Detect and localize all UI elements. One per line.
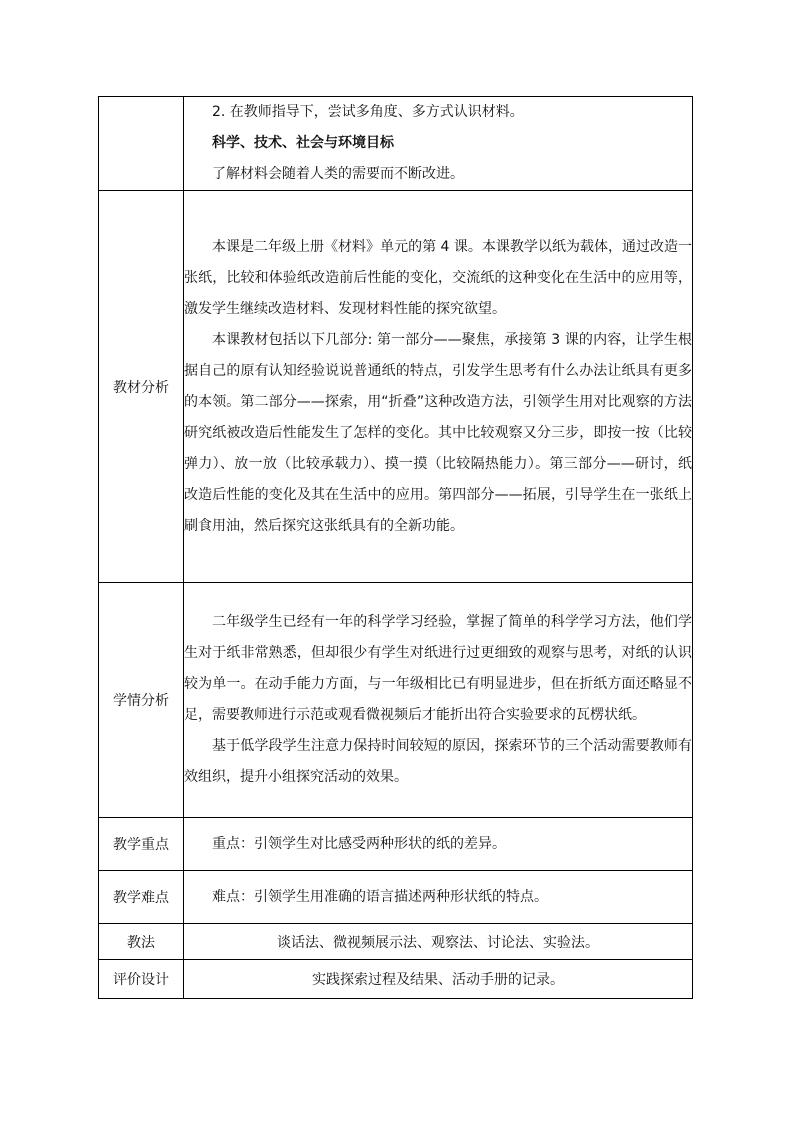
key-point-row xyxy=(99,818,693,871)
textbook-analysis-paragraph-1: 本课是二年级上册《材料》单元的第 4 课。本课教学以纸为载体，通过改造一张纸，比较和体验纸改造前后性能的变化，交流纸的这种变化在生活中的应用等，激发学生继续改造材料、发现材料性能的探究欲望。 xyxy=(184,238,692,317)
goals-label-cell xyxy=(99,97,184,191)
textbook-analysis-content xyxy=(184,191,693,583)
teaching-method-label: 教法 xyxy=(99,924,184,960)
student-analysis-row xyxy=(99,583,693,818)
difficult-point-label: 教学难点 xyxy=(99,871,184,924)
goals-heading-sts: 科学、技术、社会与环境目标 xyxy=(212,135,394,151)
teaching-method-row xyxy=(99,924,693,960)
difficult-point-row xyxy=(99,871,693,924)
textbook-analysis-paragraph-2: 本课教材包括以下几部分: 第一部分——聚焦，承接第 3 课的内容，让学生根据自己的原有认知经验说说普通纸的特点，引发学生思考有什么办法让纸具有更多的本领。第二部分——探索，用“折叠”这种改造方法，引领学生用对比观察的方法研究纸被改造后性能发生了怎样的变化。其中比较观察又分三步，即按一按（比较弹力）、放一放（比较承载力）、摸一摸（比较隔热能力）。第三部分——研讨，纸改造后性能的变化及其在生活中的应用。第四部分——拓展，引导学生在一张纸上刷食用油，然后探究这张纸具有的全新功能。 xyxy=(184,331,692,534)
evaluation-design-row xyxy=(99,960,693,999)
textbook-analysis-label: 教材分析 xyxy=(99,191,184,583)
teaching-method-text: 谈话法、微视频展示法、观察法、讨论法、实验法。 xyxy=(184,924,693,960)
lesson-plan-table xyxy=(98,96,693,999)
goals-row xyxy=(99,97,693,191)
evaluation-design-text: 实践探索过程及结果、活动手册的记录。 xyxy=(184,960,693,999)
key-point-label: 教学重点 xyxy=(99,818,184,871)
goals-line-1: 2. 在教师指导下，尝试多角度、多方式认识材料。 xyxy=(212,104,524,120)
student-analysis-label: 学情分析 xyxy=(99,583,184,818)
student-analysis-paragraph-2: 基于低学段学生注意力保持时间较短的原因，探索环节的三个活动需要教师有效组织，提升小组探究活动的效果。 xyxy=(184,738,692,785)
evaluation-design-label: 评价设计 xyxy=(99,960,184,999)
key-point-text: 重点：引领学生对比感受两种形状的纸的差异。 xyxy=(212,835,506,852)
student-analysis-paragraph-1: 二年级学生已经有一年的科学学习经验，掌握了简单的科学学习方法，他们学生对于纸非常熟悉，但却很少有学生对纸进行过更细致的观察与思考，对纸的认识较为单一。在动手能力方面，与一年级相比已有明显进步，但在折纸方面还略显不足，需要教师进行示范或观看微视频后才能折出符合实验要求的瓦楞状纸。 xyxy=(184,614,692,723)
student-analysis-content xyxy=(184,583,693,818)
textbook-analysis-row xyxy=(99,191,693,583)
goals-content-cell xyxy=(184,97,693,191)
difficult-point-text: 难点：引领学生用准确的语言描述两种形状纸的特点。 xyxy=(212,888,548,905)
goals-line-2: 了解材料会随着人类的需要而不断改进。 xyxy=(212,166,464,182)
difficult-point-content xyxy=(184,871,693,924)
key-point-content xyxy=(184,818,693,871)
